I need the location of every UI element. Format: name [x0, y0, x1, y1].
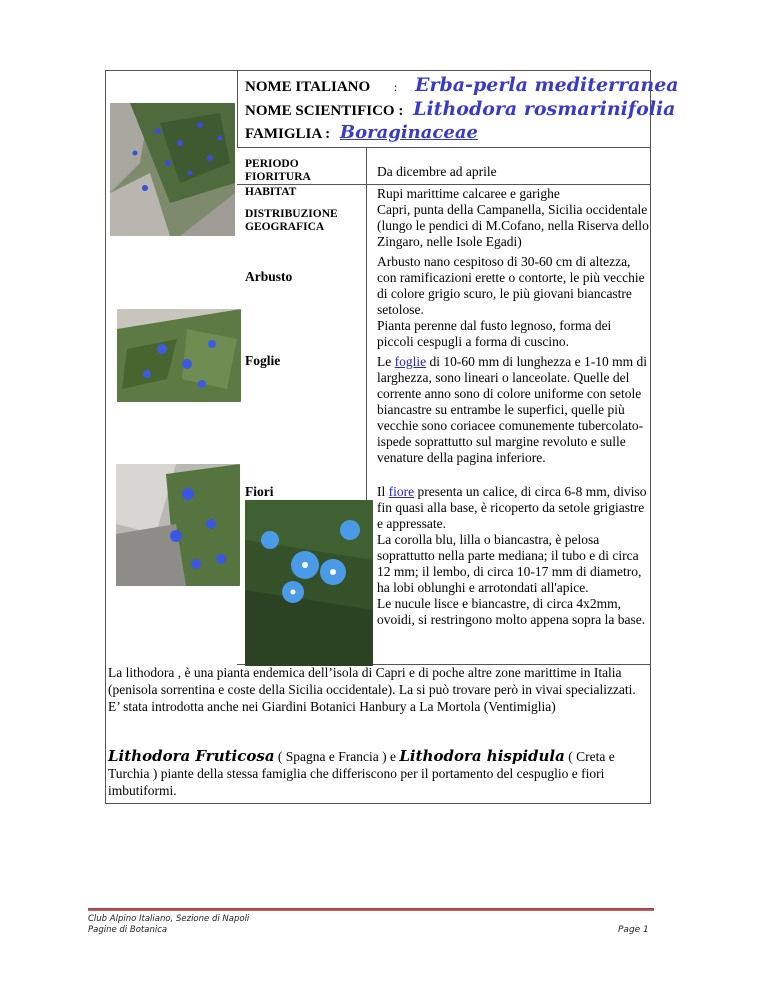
nome-scientifico-label: NOME SCIENTIFICO :	[245, 103, 404, 119]
foglie-label: Foglie	[245, 353, 281, 368]
nome-scientifico-row	[245, 98, 676, 120]
distribuzione-value: Capri, punta della Campanella, Sicilia occidentale (lungo le pendici di M.Cofano, nella Riserva dello Zingaro, nelle Isole Egadi)	[377, 202, 649, 249]
plant-photo-2	[117, 309, 241, 402]
periodo-rule	[237, 184, 366, 185]
arbusto-label: Arbusto	[245, 269, 293, 284]
footer-source: Club Alpino Italiano, Sezione di Napoli Pagine di Botanica	[88, 914, 250, 935]
rock-shrub-icon	[110, 103, 235, 236]
distribuzione-label: DISTRIBUZIONE GEOGRAFICA	[245, 208, 338, 233]
famiglia-value: Boraginaceae	[339, 122, 478, 143]
fruticosa-name: Lithodora Fruticosa	[108, 747, 275, 765]
periodo-value-rule	[366, 184, 651, 185]
endemic-note: La lithodora , è una pianta endemica dell’isola di Capri e di poche altre zone marittime in Italia (penisola sorrentina e coste della Sicilia occidentale). La si può trovare però in vivai specializzati. E’ stata introdotta anche nei Giardini Botanici Hanbury a La Mortola (Ventimiglia)	[108, 665, 636, 714]
periodo-value: Da dicembre ad aprile	[377, 164, 497, 179]
plant-photo-1	[110, 103, 235, 236]
arbusto-value: Arbusto nano cespitoso di 30-60 cm di altezza, con ramificazioni erette o contorte, le più vecchie di colore grigio scuro, le più giovani biancastre setolose. Pianta perenne dal fusto legnoso, forma dei piccoli cespugli a forma di cuscino.	[377, 254, 645, 349]
plant-photo-3	[116, 464, 240, 586]
foglie-value: Le foglie di 10-60 mm di lunghezza e 1-10 mm di larghezza, sono lineari o lanceolate. Quelle del corrente anno sono di colore uniforme con setole biancastre su entrambe le superfici, quelle più vecchie sono coriacee comunemente tubercolato-ispede soprattutto sul margine revoluto e sulle venature della pagina inferiore.	[377, 354, 647, 465]
habitat-label: HABITAT	[245, 186, 297, 198]
related-species-note: Lithodora Fruticosa ( Spagna e Francia ) e Lithodora hispidula ( Creta e Turchia ) piante della stessa famiglia che differiscono per il portamento del cespuglio e fiori imbutiformi.	[108, 747, 615, 798]
flowers-rock-icon	[116, 464, 240, 586]
nome-italiano-label: NOME ITALIANO	[245, 79, 371, 95]
periodo-label: PERIODO FIORITURA	[245, 158, 311, 183]
plant-photo-4	[245, 500, 373, 666]
footer-rule	[88, 908, 654, 911]
fiori-label: Fiori	[245, 484, 274, 499]
fiori-link[interactable]: fiore	[388, 484, 415, 499]
hispidula-name: Lithodora hispidula	[399, 747, 565, 765]
foglie-link[interactable]: foglie	[394, 354, 427, 369]
nome-italiano-row	[245, 74, 679, 96]
fiori-value: Il fiore presenta un calice, di circa 6-8 mm, diviso fin quasi alla base, è ricoperto da setole grigiastre e appressate. La corolla blu, lilla o biancastra, è pelosa soprattutto nella parte mediana; il tubo e di circa 12 mm; il lembo, di circa 10-17 mm di diametro, ha lobi oblunghi e arrotondati all'apice. Le nucule lisce e biancastre, di circa 4x2mm, ovoidi, si restringono molto appena sopra la base.	[377, 484, 647, 627]
nome-scientifico-value: Lithodora rosmarinifolia	[413, 98, 676, 120]
nome-italiano-value: Erba-perla mediterranea	[415, 74, 679, 96]
flower-closeup-icon	[245, 500, 373, 666]
famiglia-label: FAMIGLIA :	[245, 126, 331, 142]
famiglia-row	[245, 122, 478, 143]
page-number: Page 1	[618, 925, 649, 935]
habitat-value: Rupi marittime calcaree e garighe	[377, 186, 560, 201]
nome-italiano-sep: :	[393, 80, 398, 94]
leaves-closeup-icon	[117, 309, 241, 402]
